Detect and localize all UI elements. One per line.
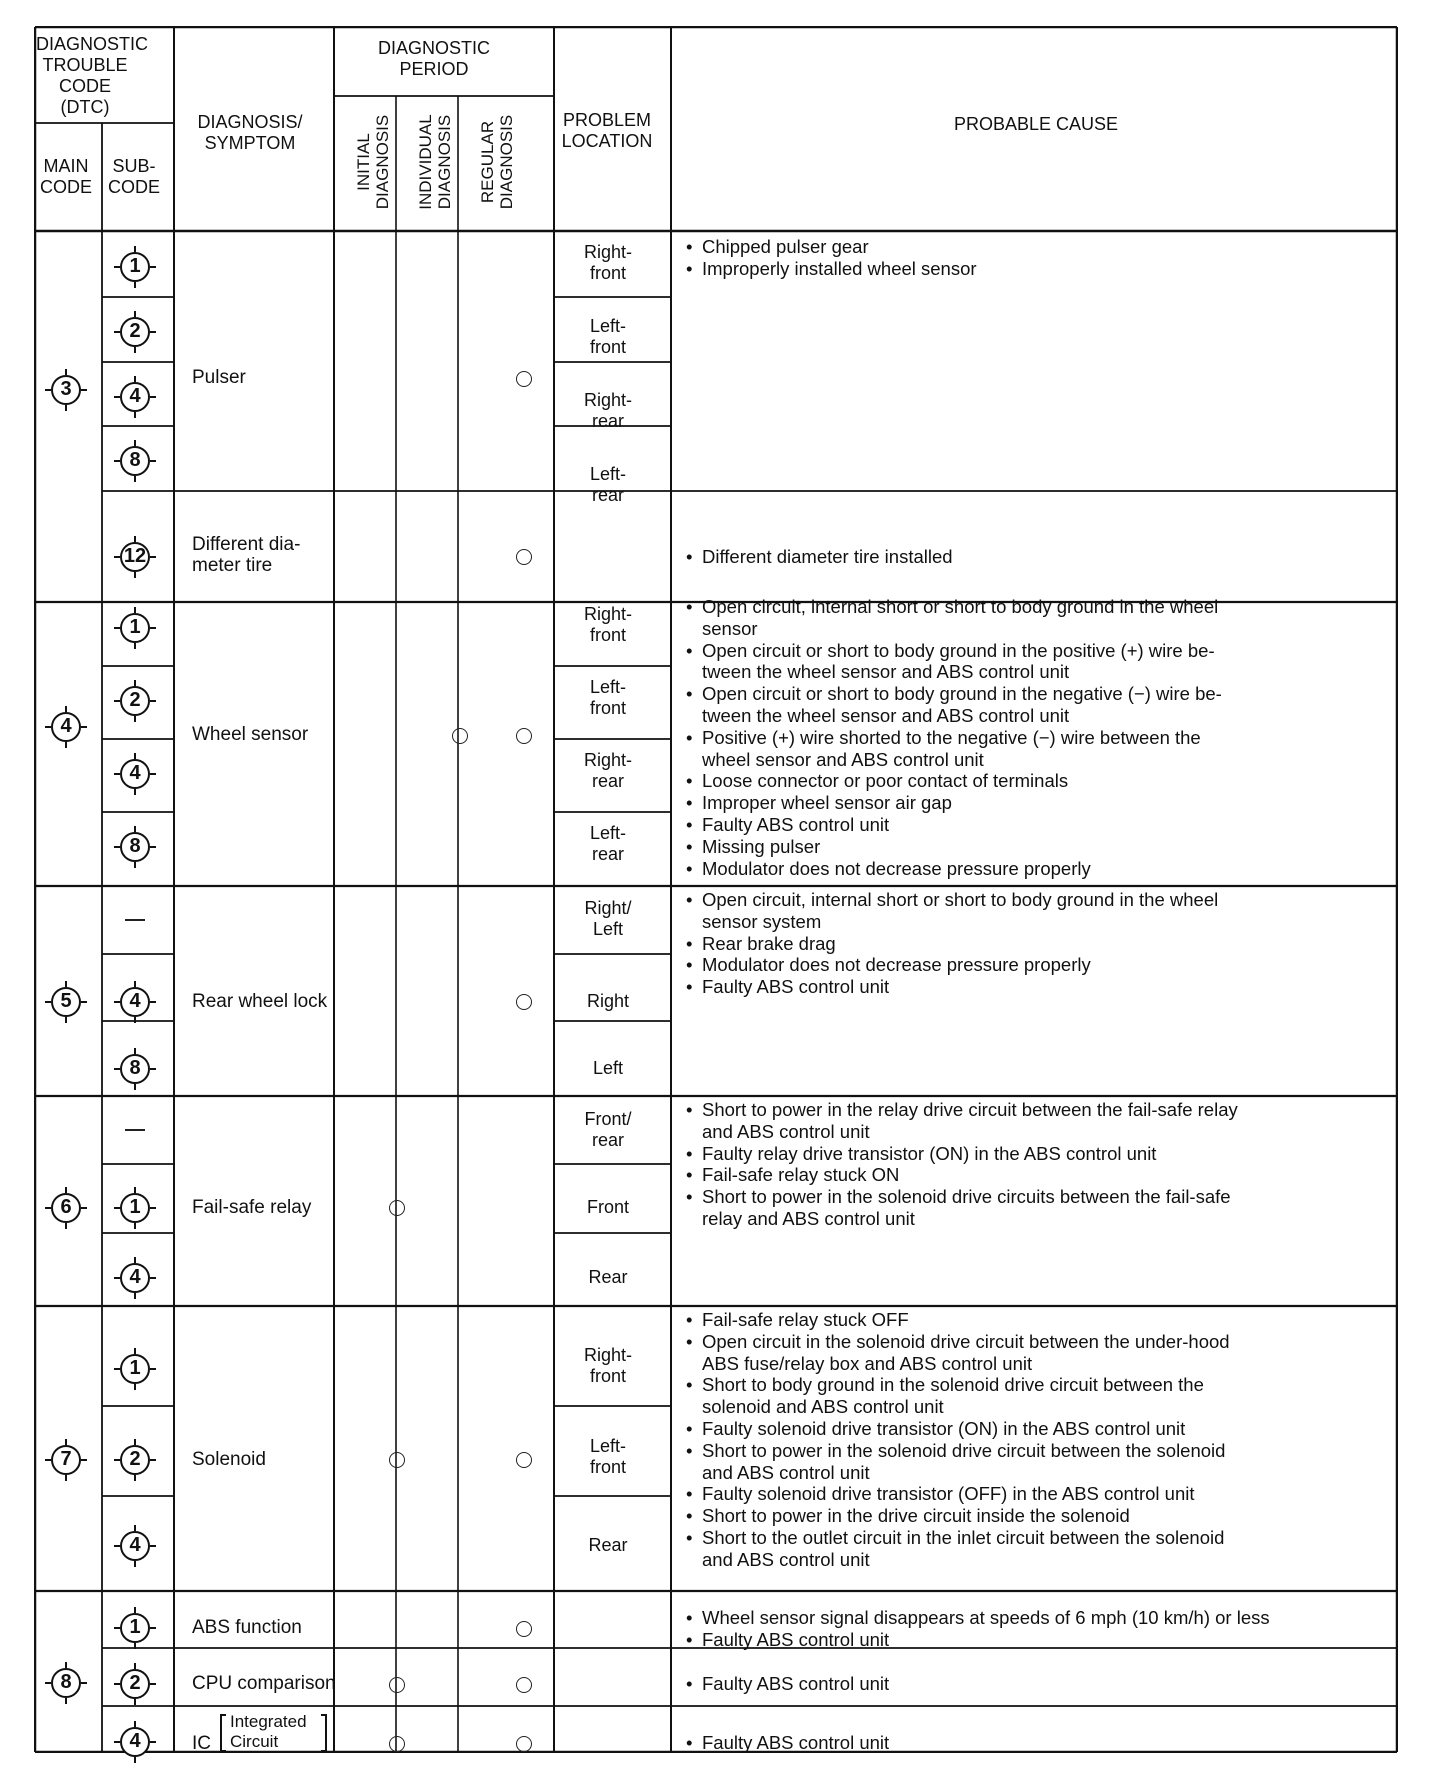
header-regular-diagnosis: REGULAR DIAGNOSIS [478, 114, 516, 210]
cause-item: • Chipped pulser gear [684, 236, 977, 258]
sub-code-8: 8 [120, 1054, 150, 1084]
cause-list [684, 596, 1222, 879]
bracket-right [321, 1714, 327, 1752]
header-diagnostic-period: DIAGNOSTIC PERIOD [377, 38, 490, 79]
main-code-6: 6 [51, 1193, 81, 1223]
cause-list [684, 1309, 1230, 1571]
symptom-solenoid: Solenoid [192, 1449, 266, 1470]
symptom-abs-function: ABS function [192, 1617, 302, 1638]
location-right: Right [586, 991, 630, 1011]
location-front-rear: Front/ rear [584, 1109, 632, 1150]
cause-item: • Rear brake drag [684, 933, 1218, 955]
location-left-rear: Left- rear [589, 464, 627, 505]
sub-code-1: 1 [120, 1193, 150, 1223]
cause-item: • Faulty solenoid drive transistor (OFF) in the ABS control unit [684, 1483, 1230, 1505]
cause-item: • Faulty solenoid drive transistor (ON) in the ABS control unit [684, 1418, 1230, 1440]
main-code-4: 4 [51, 712, 81, 742]
cause-list [684, 889, 1218, 998]
bracket-left [220, 1714, 226, 1752]
cause-item: • Faulty ABS control unit [684, 1732, 889, 1754]
location-front: Front [586, 1197, 629, 1217]
main-code-3: 3 [51, 375, 81, 405]
sub-code-2: 2 [120, 317, 150, 347]
location-left-front: Left- front [589, 316, 627, 357]
header-sub-code: SUB- CODE [107, 156, 160, 197]
cause-item: • Improper wheel sensor air gap [684, 792, 1222, 814]
cause-item: • Short to power in the solenoid drive circuit between the solenoid and ABS control unit [684, 1440, 1230, 1484]
sub-code-1: 1 [120, 1613, 150, 1643]
cause-item: • Loose connector or poor contact of terminals [684, 770, 1222, 792]
dtc-table [34, 26, 1398, 1753]
location-right-front: Right- front [583, 242, 632, 283]
sub-code-2: 2 [120, 1445, 150, 1475]
cause-item: • Different diameter tire installed [684, 546, 953, 568]
regular-diagnosis-mark [516, 1677, 532, 1693]
location-right-front: Right- front [583, 604, 632, 645]
header-individual-diagnosis: INDIVIDUAL DIAGNOSIS [416, 114, 454, 210]
cause-list [684, 1673, 889, 1695]
cause-item: • Fail-safe relay stuck OFF [684, 1309, 1230, 1331]
header-problem-location: PROBLEM LOCATION [561, 110, 653, 151]
cause-item: • Short to power in the solenoid drive circuits between the fail-safe relay and ABS control unit [684, 1186, 1238, 1230]
location-right-front: Right- front [583, 1345, 632, 1386]
sub-code-none [125, 1129, 145, 1131]
cause-list [684, 1732, 889, 1754]
cause-item: • Faulty ABS control unit [684, 976, 1218, 998]
sub-code-4: 4 [120, 759, 150, 789]
regular-diagnosis-mark [516, 1621, 532, 1637]
cause-item: • Faulty ABS control unit [684, 1673, 889, 1695]
cause-item: • Positive (+) wire shorted to the negative (−) wire between the wheel sensor and ABS control unit [684, 727, 1222, 771]
cause-item: • Improperly installed wheel sensor [684, 258, 977, 280]
symptom-different-diameter-tire: Different dia- meter tire [192, 534, 301, 576]
cause-item: • Short to power in the relay drive circuit between the fail-safe relay and ABS control unit [684, 1099, 1238, 1143]
initial-diagnosis-mark [389, 1677, 405, 1693]
cause-item: • Short to body ground in the solenoid drive circuit between the solenoid and ABS control unit [684, 1374, 1230, 1418]
cause-item: • Short to the outlet circuit in the inlet circuit between the solenoid and ABS control unit [684, 1527, 1230, 1571]
location-left: Left [592, 1058, 624, 1078]
cause-item: • Open circuit or short to body ground in the negative (−) wire be- tween the wheel sensor and ABS control unit [684, 683, 1222, 727]
initial-diagnosis-mark [389, 1200, 405, 1216]
regular-diagnosis-mark [516, 549, 532, 565]
symptom-ic-note: Integrated Circuit [230, 1712, 307, 1751]
sub-code-1: 1 [120, 613, 150, 643]
cause-item: • Missing pulser [684, 836, 1222, 858]
location-left-rear: Left- rear [589, 823, 627, 864]
cause-item: • Faulty relay drive transistor (ON) in the ABS control unit [684, 1143, 1238, 1165]
location-left-front: Left- front [589, 677, 627, 718]
sub-code-4: 4 [120, 1727, 150, 1757]
main-code-5: 5 [51, 987, 81, 1017]
cause-item: • Wheel sensor signal disappears at speeds of 6 mph (10 km/h) or less [684, 1607, 1270, 1629]
cause-list [684, 1099, 1238, 1230]
symptom-cpu-comparison: CPU comparison [192, 1673, 336, 1694]
individual-diagnosis-mark [452, 728, 468, 744]
cause-item: • Open circuit, internal short or short to body ground in the wheel sensor system [684, 889, 1218, 933]
regular-diagnosis-mark [516, 1452, 532, 1468]
location-rear: Rear [588, 1267, 628, 1287]
regular-diagnosis-mark [516, 994, 532, 1010]
initial-diagnosis-mark [389, 1736, 405, 1752]
sub-code-2: 2 [120, 686, 150, 716]
symptom-wheel-sensor: Wheel sensor [192, 724, 309, 745]
location-left-front: Left- front [589, 1436, 627, 1477]
initial-diagnosis-mark [389, 1452, 405, 1468]
regular-diagnosis-mark [516, 728, 532, 744]
cause-item: • Modulator does not decrease pressure properly [684, 954, 1218, 976]
symptom-fail-safe-relay: Fail-safe relay [192, 1197, 312, 1218]
sub-code-none [125, 919, 145, 921]
sub-code-4: 4 [120, 987, 150, 1017]
header-probable-cause: PROBABLE CAUSE [953, 114, 1119, 134]
symptom-rear-wheel-lock: Rear wheel lock [192, 991, 328, 1012]
location-right-rear: Right- rear [583, 750, 632, 791]
cause-item: • Short to power in the drive circuit inside the solenoid [684, 1505, 1230, 1527]
sub-code-8: 8 [120, 446, 150, 476]
cause-item: • Faulty ABS control unit [684, 1629, 1270, 1651]
regular-diagnosis-mark [516, 1736, 532, 1752]
cause-item: • Fail-safe relay stuck ON [684, 1164, 1238, 1186]
location-rear: Rear [588, 1535, 628, 1555]
cause-list [684, 1607, 1270, 1651]
cause-item: • Modulator does not decrease pressure properly [684, 858, 1222, 880]
sub-code-4: 4 [120, 382, 150, 412]
sub-code-4: 4 [120, 1531, 150, 1561]
symptom-pulser: Pulser [192, 367, 246, 388]
main-code-7: 7 [51, 1445, 81, 1475]
header-main-code: MAIN CODE [39, 156, 92, 197]
sub-code-12: 12 [120, 542, 150, 572]
header-dtc: DIAGNOSTIC TROUBLE CODE (DTC) [36, 34, 149, 117]
symptom-ic: IC [192, 1733, 211, 1754]
header-initial-diagnosis: INITIAL DIAGNOSIS [354, 114, 392, 210]
main-code-8: 8 [51, 1668, 81, 1698]
regular-diagnosis-mark [516, 371, 532, 387]
sub-code-2: 2 [120, 1669, 150, 1699]
location-right-left: Right/ Left [584, 898, 632, 939]
sub-code-1: 1 [120, 252, 150, 282]
sub-code-1: 1 [120, 1354, 150, 1384]
sub-code-4: 4 [120, 1263, 150, 1293]
cause-list [684, 236, 977, 280]
cause-list [684, 546, 953, 568]
sub-code-8: 8 [120, 832, 150, 862]
header-diagnosis-symptom: DIAGNOSIS/ SYMPTOM [197, 112, 303, 153]
cause-item: • Open circuit, internal short or short to body ground in the wheel sensor [684, 596, 1222, 640]
cause-item: • Faulty ABS control unit [684, 814, 1222, 836]
cause-item: • Open circuit in the solenoid drive circuit between the under-hood ABS fuse/relay box and ABS control unit [684, 1331, 1230, 1375]
location-right-rear: Right- rear [583, 390, 632, 431]
cause-item: • Open circuit or short to body ground in the positive (+) wire be- tween the wheel sensor and ABS control unit [684, 640, 1222, 684]
